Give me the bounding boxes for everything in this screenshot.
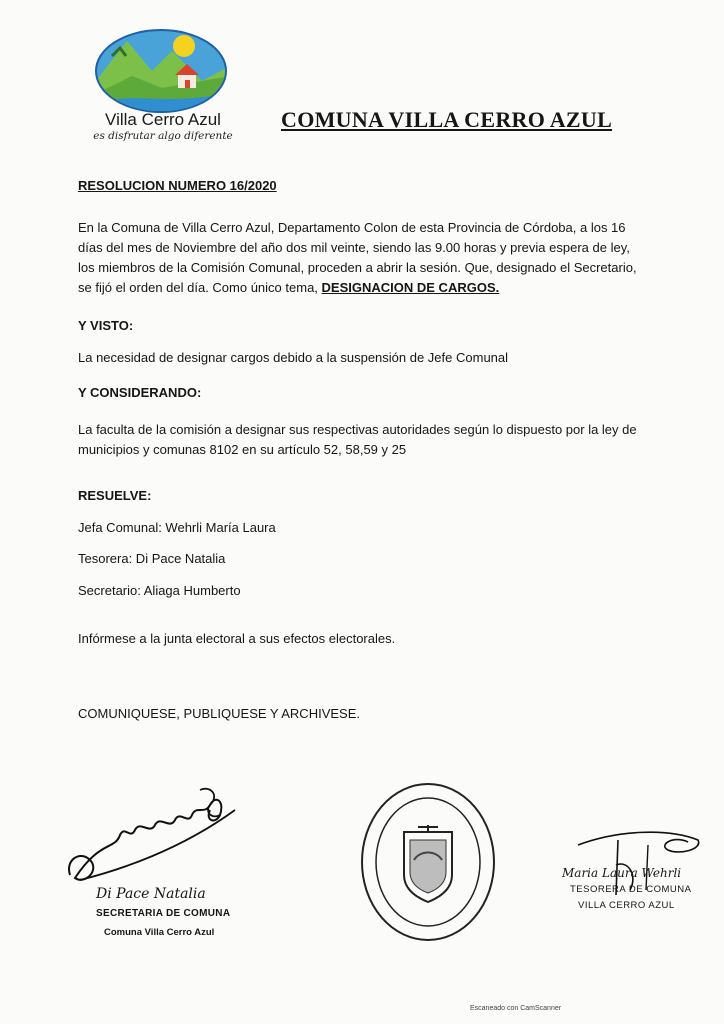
intro-text: En la Comuna de Villa Cerro Azul, Departamento Colon de esta Provincia de Córdoba, a los 16 días del mes de Noviembre del año dos mil veinte, siendo las 9.00 horas y previa espera de ley, los miembros de la Comisión Comunal, proceden a abrir la sesión. Que, designado el Secretario, se fijó el orden del día. Como único tema,	[78, 220, 637, 295]
jefa-comunal-line: Jefa Comunal: Wehrli María Laura	[78, 520, 276, 535]
scanner-watermark: Escaneado con CamScanner	[470, 1005, 562, 1012]
intro-paragraph	[78, 218, 638, 298]
secretario-line: Secretario: Aliaga Humberto	[78, 583, 241, 598]
official-seal	[358, 780, 498, 945]
left-signer-name: Di Pace Natalia	[96, 886, 206, 902]
visto-heading: Y VISTO:	[78, 318, 134, 333]
logo-name: Villa Cerro Azul	[105, 110, 221, 129]
resuelve-heading: RESUELVE:	[78, 488, 152, 503]
logo-slogan: es disfrutar algo diferente	[93, 130, 233, 142]
left-signer-role: SECRETARIA DE COMUNA	[96, 908, 231, 919]
considerando-heading: Y CONSIDERANDO:	[78, 385, 202, 400]
resolution-number: RESOLUCION NUMERO 16/2020	[78, 178, 277, 193]
considerando-text: La faculta de la comisión a designar sus respectivas autoridades según lo dispuesto por la ley de municipios y comunas 8102 en su artículo 52, 58,59 y 25	[78, 422, 637, 457]
topic-text: DESIGNACION DE CARGOS.	[321, 280, 500, 295]
right-signer-org: VILLA CERRO AZUL	[578, 900, 675, 911]
tesorera-line: Tesorera: Di Pace Natalia	[78, 551, 226, 566]
comuniquese-line: COMUNIQUESE, PUBLIQUESE Y ARCHIVESE.	[78, 706, 360, 721]
org-title: COMUNA VILLA CERRO AZUL	[281, 107, 613, 132]
visto-text: La necesidad de designar cargos debido a la suspensión de Jefe Comunal	[78, 350, 509, 365]
informese-line: Infórmese a la junta electoral a sus efectos electorales.	[78, 631, 396, 646]
left-signer-org: Comuna Villa Cerro Azul	[104, 927, 215, 938]
villa-cerro-azul-logo	[92, 26, 230, 116]
left-signature-scribble	[60, 780, 240, 895]
right-signer-name: Maria Laura Wehrli	[562, 866, 682, 880]
right-signer-role: TESORERA DE COMUNA	[570, 884, 692, 895]
